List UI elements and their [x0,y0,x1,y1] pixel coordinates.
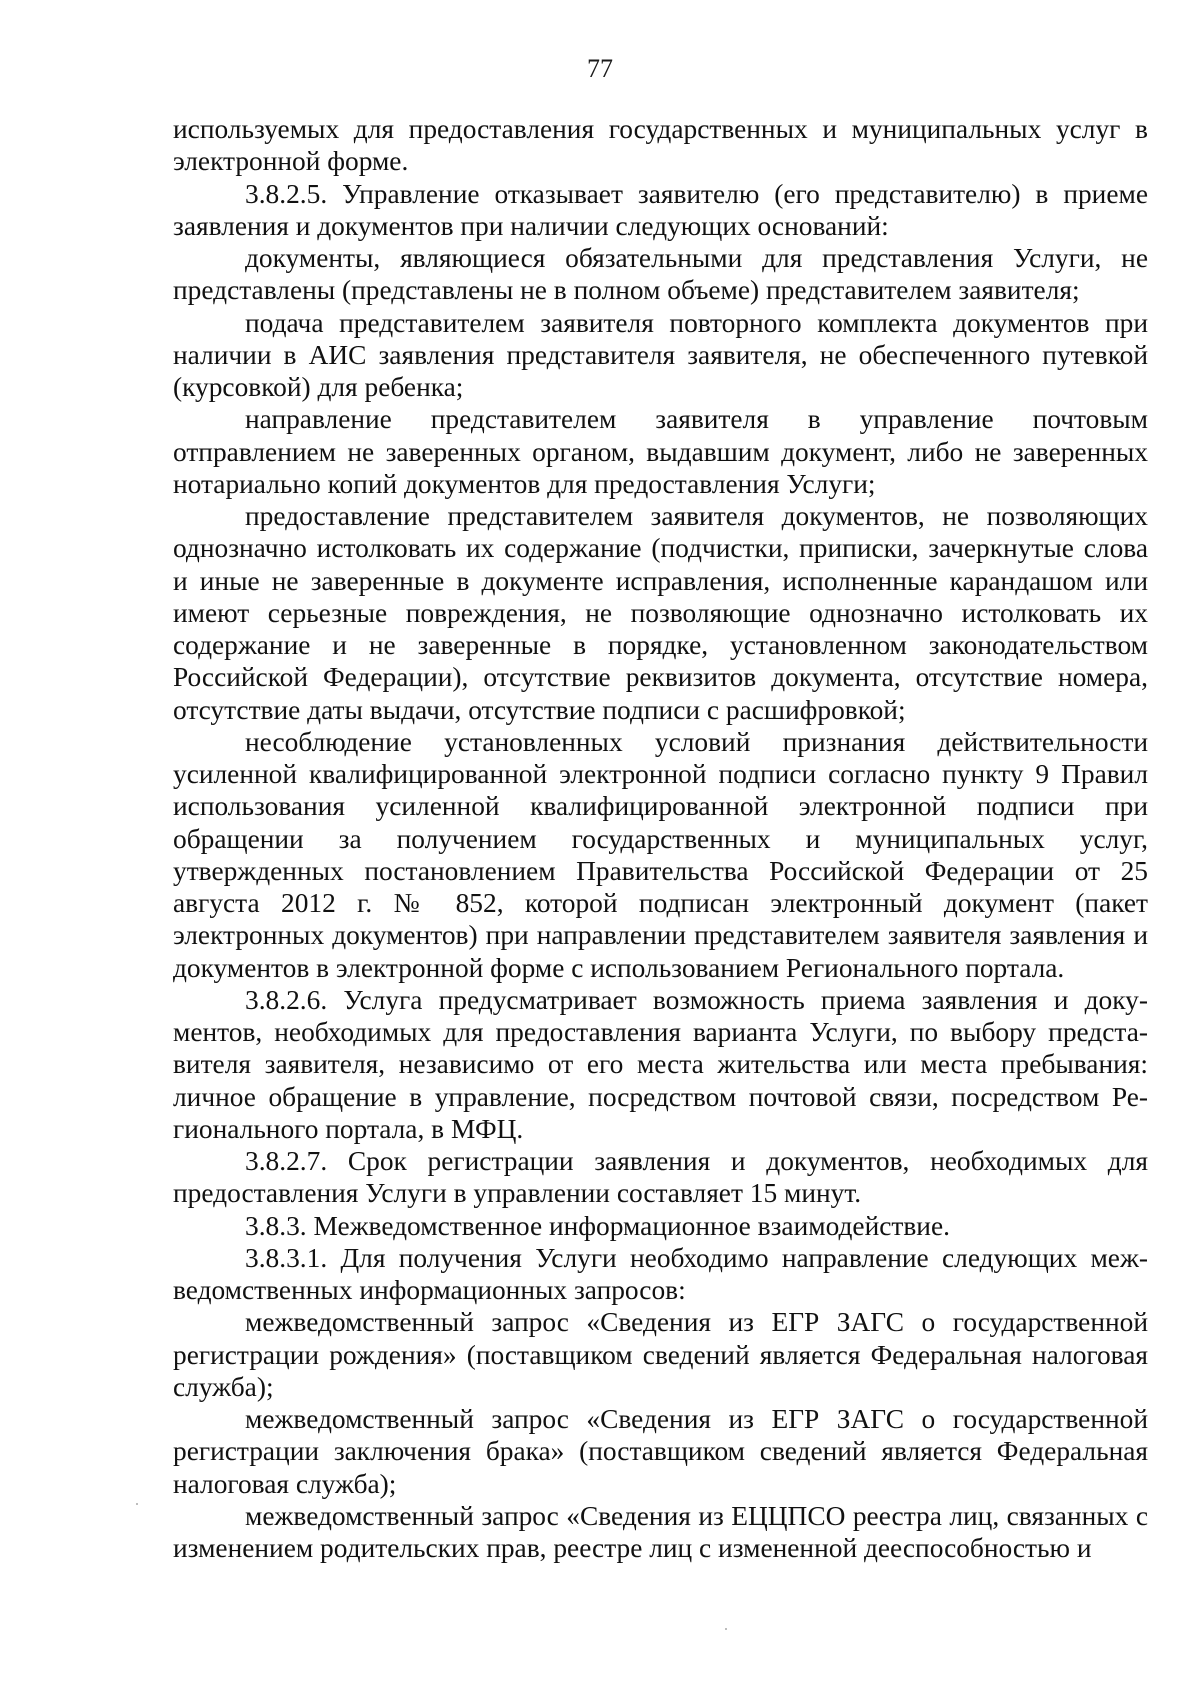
paragraph-ground-incomplete-documents: документы, являющиеся обязательными для представления Услуги, не представлены (представлены не в полном объеме) представителем заявителя; [173,243,1148,306]
scan-speck [136,1503,138,1505]
paragraph-ground-uncertified-copies: направление представителем заявителя в управление почтовым отправлением не заверенных органом, выдавшим документ, либо не заверенных нотариально копий документов для предоставления Услуги; [173,404,1148,499]
paragraph-3-8-2-7: 3.8.2.7. Срок регистрации заявления и документов, необходимых для предоставления Услуги в управлении составляет 15 минут. [173,1146,1148,1209]
paragraph-3-8-3-1: 3.8.3.1. Для получения Услуги необходимо направление следующих межведомственных информационных запросов: [173,1242,1148,1305]
paragraph-ground-unreadable-documents: предоставление представителем заявителя документов, не позволяющих однозначно истолковать их содержание (подчистки, приписки, зачеркнутые слова и иные не заверенные в документе исправления, исполненные карандашом или имеют серьезные повреждения, не позволяющие однозначно истолковать их содержание и не заверенные в порядке, установленном законодательством Российской Федерации), отсутствие реквизитов документа, отсутствие номера, отсутствие даты выдачи, отсутствие подписи с расшифровкой; [173,501,1148,725]
paragraph-3-8-2-5: 3.8.2.5. Управление отказывает заявителю (его представителю) в приеме заявления и документов при наличии следующих оснований: [173,178,1148,241]
paragraph-ground-invalid-signature: несоблюдение установленных условий признания действительности усиленной квалифицированной электронной подписи согласно пункту 9 Правил использования усиленной квалифицированной электронной подписи при обращении за получением государственных и муниципальных услуг, утвержденных постановлением Правительства Российской Федерации от 25 августа 2012 г. № 852, которой подписан электронный документ (пакет электронных документов) при направлении представителем заявителя заявления и документов в электронной форме с использованием Регионального портала. [173,726,1148,983]
page-number: 77 [587,54,613,83]
paragraph-request-marriage: межведомственный запрос «Сведения из ЕГР ЗАГС о государственной регистрации заключения брака» (поставщиком сведений является Федеральная налоговая служба); [173,1404,1148,1499]
paragraph-ground-repeat-submission: подача представителем заявителя повторного комплекта документов при наличии в АИС заявления представителя заявителя, не обеспеченного путевкой (курсовкой) для ребенка; [173,307,1148,402]
paragraph-request-parental-rights: межведомственный запрос «Сведения из ЕЦЦПСО реестра лиц, связанных с изменением родительских прав, реестре лиц с измененной дееспособностью и [173,1500,1148,1563]
paragraph-3-8-3: 3.8.3. Межведомственное информационное взаимодействие. [245,1210,950,1241]
document-body [173,113,1148,1564]
paragraph-request-birth: межведомственный запрос «Сведения из ЕГР ЗАГС о государственной регистрации рождения» (поставщиком сведений является Федеральная налоговая служба); [173,1307,1148,1402]
paragraph-continuation: используемых для предоставления государственных и муниципальных услуг в электронной форме. [173,114,1148,177]
scan-speck [725,1628,727,1630]
paragraph-3-8-2-6: 3.8.2.6. Услуга предусматривает возможность приема заявления и документов, необходимых для предоставления варианта Услуги, по выбору представителя заявителя, независимо от его места жительства или места пребывания: личное обращение в управление, посредством почтовой связи, посредством Регионального портала, в МФЦ. [173,984,1148,1144]
